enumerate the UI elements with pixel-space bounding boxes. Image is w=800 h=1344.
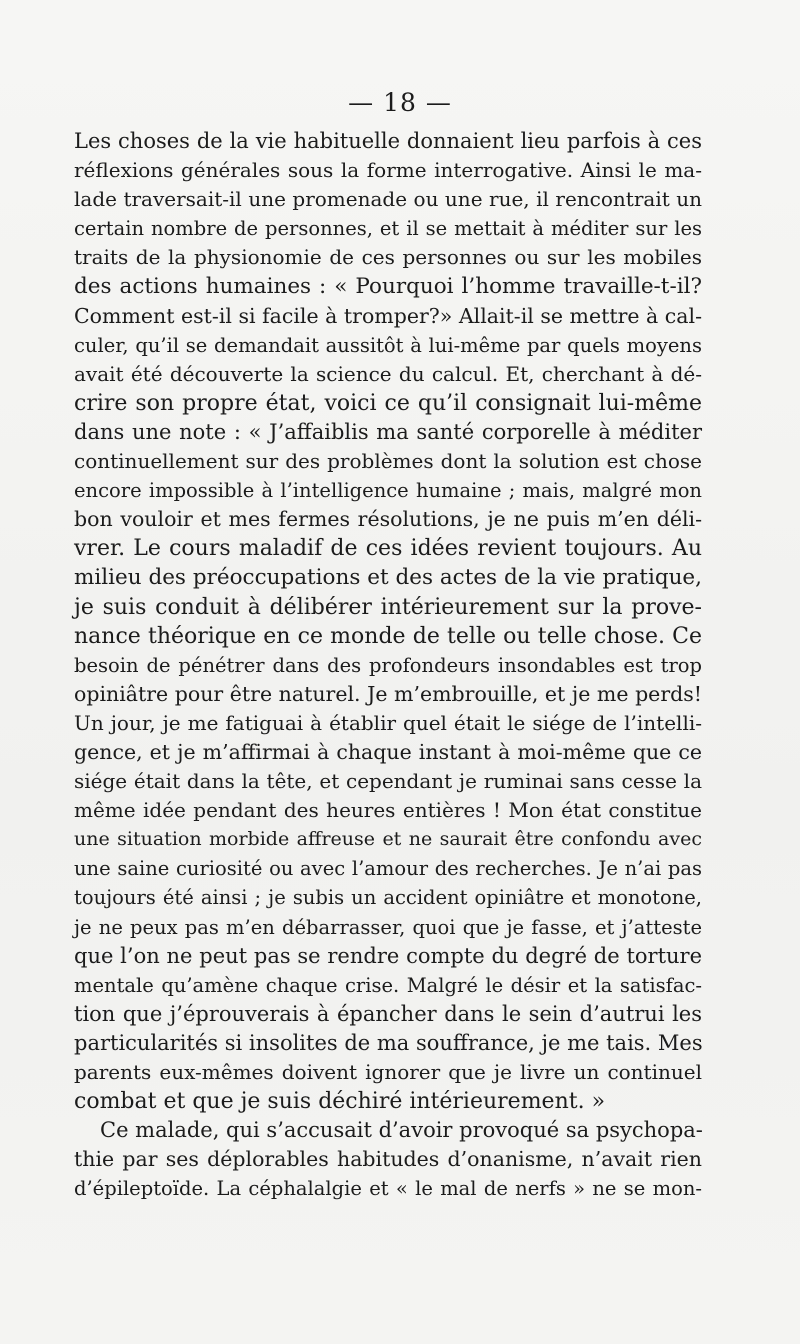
text-line: d’épileptoïde. La céphalalgie et « le mal de nerfs » ne se mon- bbox=[74, 1177, 702, 1201]
text-line: une situation morbide affreuse et ne saurait être confondu avec bbox=[74, 828, 702, 851]
text-line: culer, qu’il se demandait aussitôt à lui-même par quels moyens bbox=[74, 333, 702, 357]
text-line: besoin de pénétrer dans des profondeurs insondables est trop bbox=[74, 653, 702, 677]
text-line: traits de la physionomie de ces personnes ou sur les mobiles bbox=[74, 245, 702, 270]
text-line: parents eux-mêmes doivent ignorer que je livre un continuel bbox=[74, 1060, 702, 1084]
text-line: particularités si insolites de ma souffrance, je me tais. Mes bbox=[74, 1030, 703, 1055]
text-line: Les choses de la vie habituelle donnaient lieu parfois à ces bbox=[74, 129, 702, 153]
text-line: que l’on ne peut pas se rendre compte du degré de torture bbox=[74, 943, 702, 968]
text-line: continuellement sur des problèmes dont la solution est chose bbox=[74, 449, 702, 474]
text-line: tion que j’éprouverais à épancher dans le sein d’autrui les bbox=[74, 1001, 702, 1026]
text-line: opiniâtre pour être naturel. Je m’embrouille, et je me perds! bbox=[74, 681, 702, 706]
text-line: vrer. Le cours maladif de ces idées revient toujours. Au bbox=[74, 536, 702, 562]
text-line: siége était dans la tête, et cependant je ruminai sans cesse la bbox=[74, 769, 702, 794]
text-line: crire son propre état, voici ce qu’il consignait lui-même bbox=[74, 390, 702, 416]
text-line: mentale qu’amène chaque crise. Malgré le désir et la satisfac- bbox=[74, 973, 702, 997]
text-line: gence, et je m’affirmai à chaque instant à moi-même que ce bbox=[74, 739, 702, 764]
page-number: — 18 — bbox=[348, 88, 452, 117]
body-text bbox=[74, 127, 702, 1203]
text-line: milieu des préoccupations et des actes de la vie pratique, bbox=[74, 565, 702, 591]
text-line: je suis conduit à délibérer intérieurement sur la prove- bbox=[74, 594, 702, 620]
text-line: avait été découverte la science du calcul. Et, cherchant à dé- bbox=[74, 361, 702, 386]
text-line: certain nombre de personnes, et il se mettait à méditer sur les bbox=[74, 217, 702, 241]
text-line: réflexions générales sous la forme interrogative. Ainsi le ma- bbox=[74, 158, 702, 183]
text-line: combat et que je suis déchiré intérieurement. » bbox=[74, 1089, 606, 1115]
text-line: une saine curiosité ou avec l’amour des recherches. Je n’ai pas bbox=[74, 857, 702, 881]
text-line: je ne peux pas m’en débarrasser, quoi que je fasse, et j’atteste bbox=[74, 915, 702, 939]
text-line: encore impossible à l’intelligence humaine ; mais, malgré mon bbox=[74, 479, 702, 503]
text-line: thie par ses déplorables habitudes d’onanisme, n’avait rien bbox=[74, 1147, 702, 1172]
text-line: toujours été ainsi ; je subis un accident opiniâtre et monotone, bbox=[74, 886, 702, 910]
text-line: lade traversait-il une promenade ou une rue, il rencontrait un bbox=[74, 187, 702, 212]
text-line: dans une note : « J’affaiblis ma santé corporelle à méditer bbox=[74, 419, 702, 444]
text-line: nance théorique en ce monde de telle ou telle chose. Ce bbox=[74, 623, 702, 649]
text-line: des actions humaines : « Pourquoi l’homme travaille-t-il? bbox=[74, 274, 702, 300]
paragraph-start-line: Ce malade, qui s’accusait d’avoir provoqué sa psychopa- bbox=[100, 1118, 703, 1143]
text-line: Comment est-il si facile à tromper?» Allait-il se mettre à cal- bbox=[74, 303, 702, 328]
text-line: Un jour, je me fatiguai à établir quel était le siége de l’intelli- bbox=[74, 710, 702, 735]
text-line: bon vouloir et mes fermes résolutions, je ne puis m’en déli- bbox=[74, 507, 702, 532]
text-line: même idée pendant des heures entières ! Mon état constitue bbox=[74, 798, 702, 823]
